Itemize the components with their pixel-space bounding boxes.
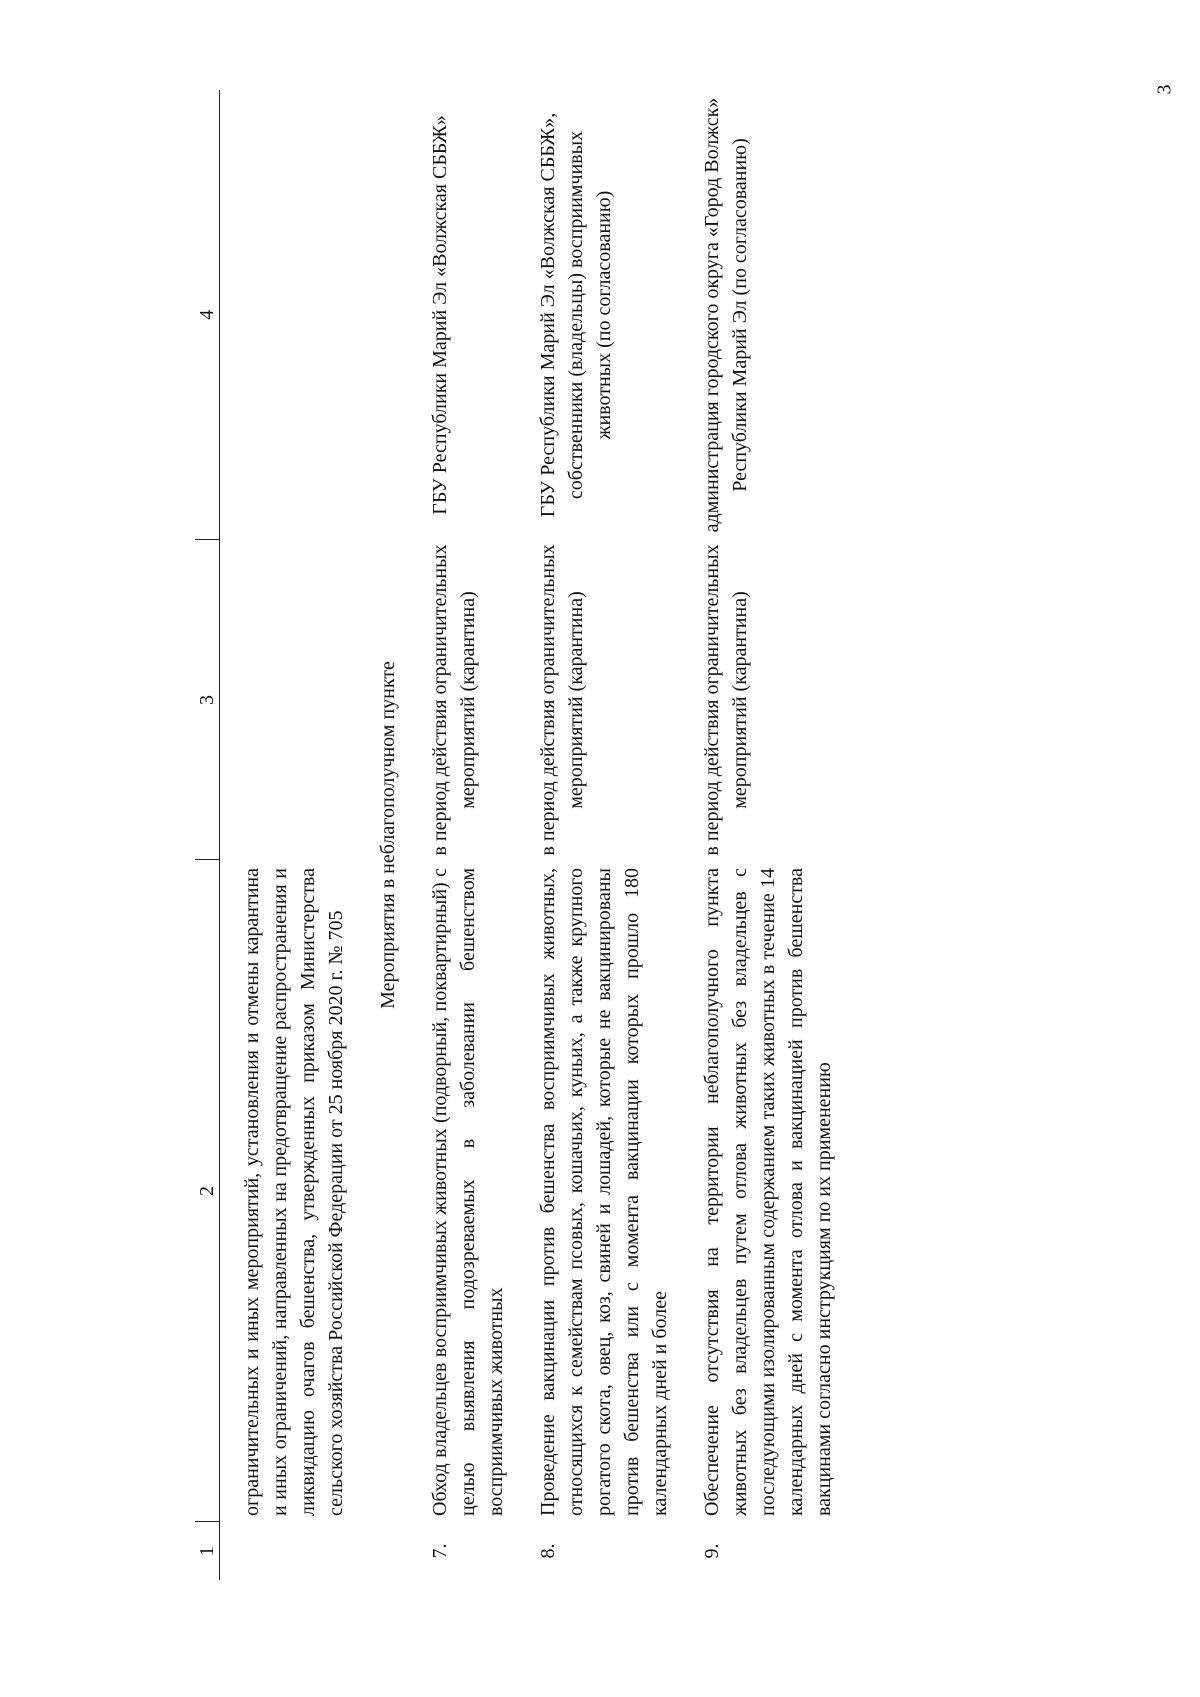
landscape-page (195, 90, 955, 1580)
row-number: 9. (701, 1543, 723, 1559)
column-number-4: 4 (195, 90, 220, 540)
row-period: в период действия ограничительных мероприятий (карантина) (537, 544, 587, 856)
section-title: Мероприятия в неблагополучном пункте (377, 661, 399, 1009)
table-row (534, 90, 698, 1580)
row-description: Обеспечение отсутствия на территории неблагополучного пункта животных без владельцев путем отлова животных без владельцев с последующими изолированным содержанием таких животных в течение 14 календарных дней с момента отлова и вакцинацией против бешенства вакцинами согласно инструкциям по их применению (701, 868, 835, 1516)
row-responsible: администрация городского округа «Город Волжск» Республики Марий Эл (по согласованию) (701, 97, 751, 533)
column-number-header-row (195, 90, 220, 1580)
continuation-text: ограничительных и иных мероприятий, установления и отмены карантина и иных ограничений, направленных на предотвращение распространения и ликвидацию очагов бешенства, утвержденных приказом Министерства сельского хозяйства Российской Федерации от 25 ноября 2020 г. № 705 (241, 868, 347, 1516)
page-number: 3 (1153, 84, 1176, 95)
measures-table (195, 90, 862, 1580)
section-row (374, 90, 426, 1580)
row-number: 7. (429, 1543, 451, 1559)
row-description: Проведение вакцинации против бешенства восприимчивых животных, относящихся к семействам псовых, кошачьих, куньих, а также крупного рогатого скота, овец, коз, свиней и лошадей, которые не вакцинированы против бешенства или с момента вакцинации которых прошло 180 календарных дней и более (537, 868, 671, 1516)
table-row (698, 90, 862, 1580)
row-period: в период действия ограничительных мероприятий (карантина) (429, 544, 479, 856)
column-number-3: 3 (195, 540, 220, 860)
row-period: в период действия ограничительных мероприятий (карантина) (701, 544, 751, 856)
row-description: Обход владельцев восприимчивых животных (подворный, поквартирный) с целью выявления подозреваемых в заболевании бешенством восприимчивых животных (429, 868, 507, 1516)
row-number: 8. (537, 1543, 559, 1559)
column-number-1: 1 (195, 1522, 220, 1580)
row-responsible: ГБУ Республики Марий Эл «Волжская СББЖ» (429, 115, 451, 515)
column-number-2: 2 (195, 860, 220, 1522)
row-responsible: ГБУ Республики Марий Эл «Волжская СББЖ», собственники (владельцы) восприимчивых животных (по согласованию) (537, 112, 615, 518)
continuation-row (220, 90, 375, 1580)
table-row (426, 90, 534, 1580)
